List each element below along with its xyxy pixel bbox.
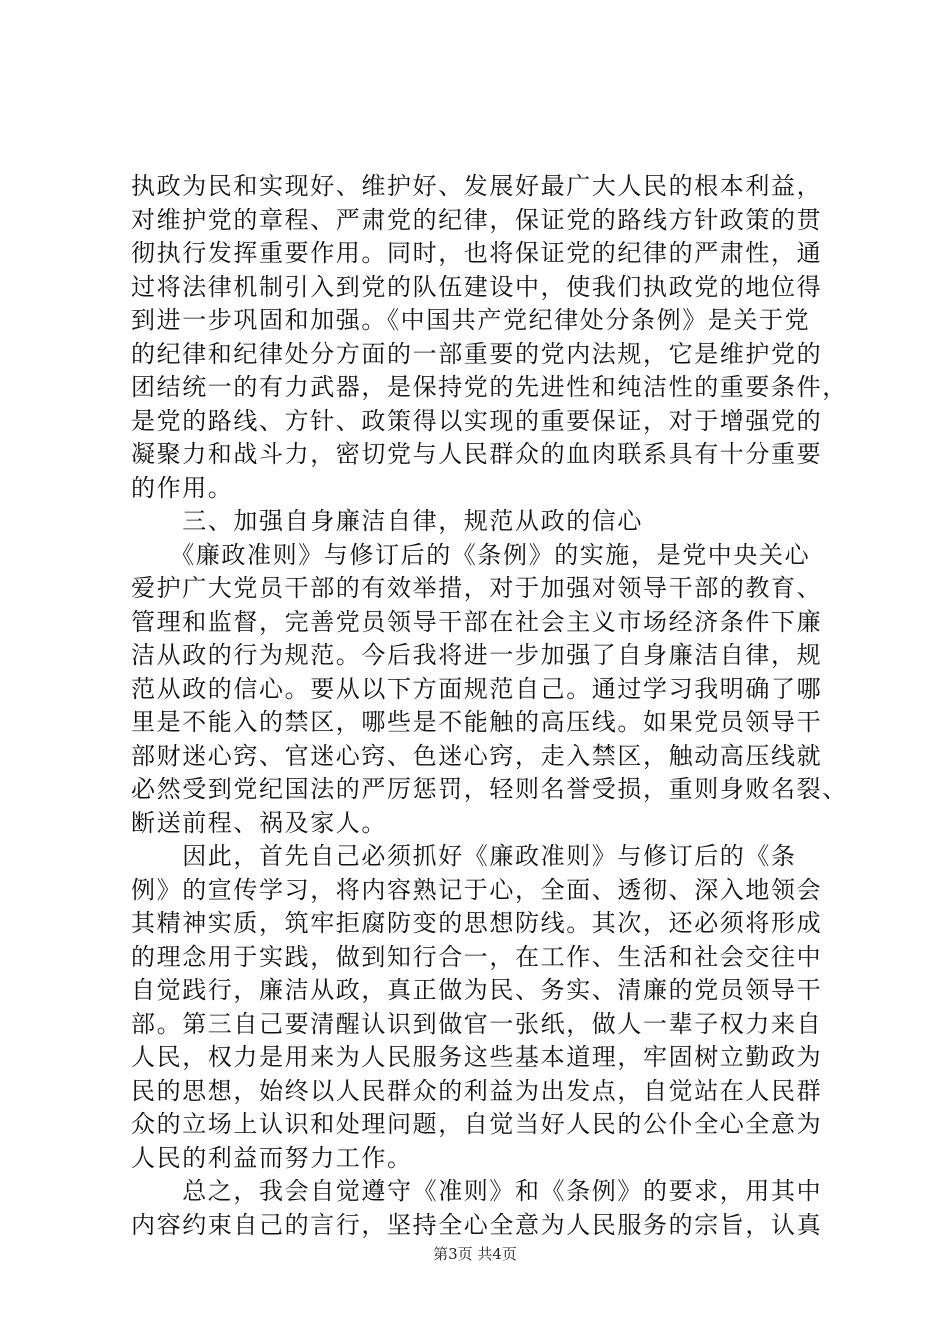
text-line: 里是不能入的禁区，哪些是不能触的高压线。如果党员领导干 <box>131 708 823 736</box>
text-line: 内容约束自己的言行，坚持全心全意为人民服务的宗旨，认真 <box>131 1210 823 1239</box>
page-number-footer: 第3页 共4页 <box>433 1245 517 1263</box>
text-line: 部财迷心窍、官迷心窍、色迷心窍，走入禁区，触动高压线就 <box>131 741 823 770</box>
text-line: 的作用。 <box>131 473 234 502</box>
text-line: 洁从政的行为规范。今后我将进一步加强了自身廉洁自律，规 <box>131 641 823 669</box>
text-line: 众的立场上认识和处理问题，自觉当好人民的公仆全心全意为 <box>131 1110 823 1138</box>
text-line: 的纪律和纪律处分方面的一部重要的党内法规，它是维护党的 <box>131 339 823 368</box>
text-line: 例》的宣传学习，将内容熟记于心，全面、透彻、深入地领会 <box>131 875 823 904</box>
text-line: 断送前程、祸及家人。 <box>131 808 387 837</box>
text-line: 爱护广大党员干部的有效举措，对于加强对领导干部的教育、 <box>131 574 823 602</box>
text-line: 总之，我会自觉遵守《准则》和《条例》的要求，用其中 <box>131 1177 823 1205</box>
text-line: 执政为民和实现好、维护好、发展好最广大人民的根本利益， <box>131 172 823 200</box>
text-line: 管理和监督，完善党员领导干部在社会主义市场经济条件下廉 <box>131 607 823 636</box>
text-line: 凝聚力和战斗力，密切党与人民群众的血肉联系具有十分重要 <box>131 440 823 468</box>
text-line: 其精神实质，筑牢拒腐防变的思想防线。其次，还必须将形成 <box>131 909 823 937</box>
text-line: 的理念用于实践，做到知行合一，在工作、生活和社会交往中 <box>131 942 823 971</box>
text-line: 是党的路线、方针、政策得以实现的重要保证，对于增强党的 <box>131 406 823 435</box>
text-line: 团结统一的有力武器，是保持党的先进性和纯洁性的重要条件， <box>131 373 848 401</box>
text-line: 范从政的信心。要从以下方面规范自己。通过学习我明确了哪 <box>131 674 823 703</box>
text-line: 人民的利益而努力工作。 <box>131 1143 413 1172</box>
document-body <box>131 170 848 1242</box>
text-line: 因此，首先自己必须抓好《廉政准则》与修订后的《条 <box>131 842 797 870</box>
text-line: 人民，权力是用来为人民服务这些基本道理，牢固树立勤政为 <box>131 1043 823 1071</box>
section-heading: 三、加强自身廉洁自律，规范从政的信心 <box>131 507 643 535</box>
text-line: 过将法律机制引入到党的队伍建设中，使我们执政党的地位得 <box>131 272 823 301</box>
text-line: 部。第三自己要清醒认识到做官一张纸，做人一辈子权力来自 <box>131 1009 823 1038</box>
text-line: 自觉践行，廉洁从政，真正做为民、务实、清廉的党员领导干 <box>131 976 823 1004</box>
text-line: 对维护党的章程、严肃党的纪律，保证党的路线方针政策的贯 <box>131 205 823 234</box>
text-line: 到进一步巩固和加强。《中国共产党纪律处分条例》是关于党 <box>131 306 811 334</box>
text-line: 民的思想，始终以人民群众的利益为出发点，自觉站在人民群 <box>131 1076 823 1105</box>
text-line: 《廉政准则》与修订后的《条例》的实施，是党中央关心 <box>131 540 811 569</box>
text-line: 彻执行发挥重要作用。同时，也将保证党的纪律的严肃性，通 <box>131 239 823 267</box>
text-line: 必然受到党纪国法的严厉惩罚，轻则名誉受损，重则身败名裂、 <box>131 775 848 803</box>
